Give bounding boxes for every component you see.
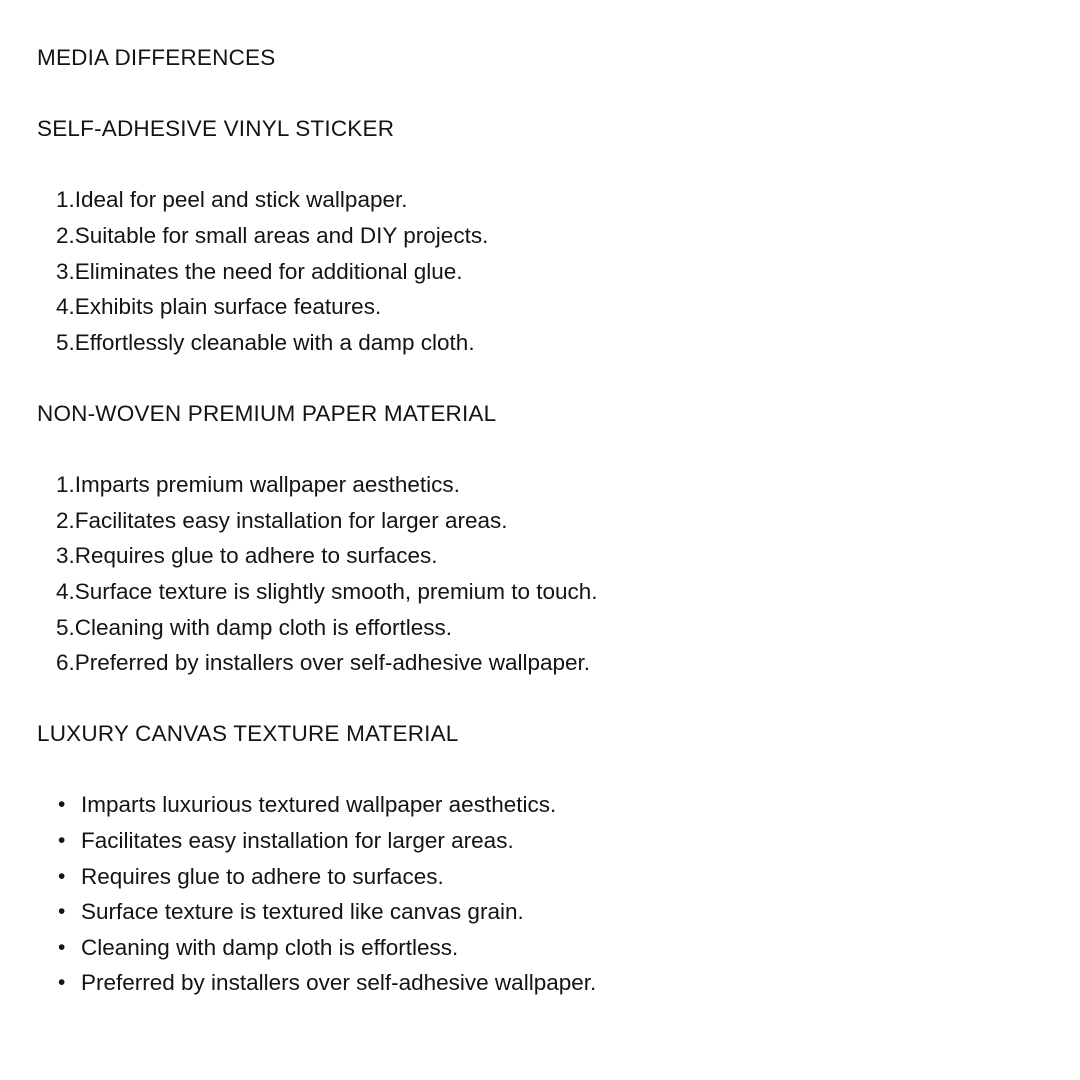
list-item: • Cleaning with damp cloth is effortless. xyxy=(37,930,1040,966)
list-item: Effortlessly cleanable with a damp cloth. xyxy=(74,329,475,355)
list-item: Cleaning with damp cloth is effortless. xyxy=(74,614,453,640)
list-item: Imparts premium wallpaper aesthetics. xyxy=(74,472,460,498)
section-heading-non-woven-premium-paper: NON-WOVEN PREMIUM PAPER MATERIAL xyxy=(37,400,497,426)
list-item: Eliminates the need for additional glue. xyxy=(74,258,463,284)
list-item: Exhibits plain surface features. xyxy=(74,294,382,320)
section-heading-luxury-canvas-texture: LUXURY CANVAS TEXTURE MATERIAL xyxy=(37,721,459,747)
section-heading-self-adhesive-vinyl-sticker: SELF-ADHESIVE VINYL STICKER xyxy=(37,116,395,142)
non-woven-premium-paper-list xyxy=(37,467,1040,681)
list-item: Surface texture is slightly smooth, premium to touch. xyxy=(74,578,598,604)
luxury-canvas-texture-list xyxy=(37,787,1040,1001)
list-item: • Facilitates easy installation for larger areas. xyxy=(37,823,1040,859)
list-item: Preferred by installers over self-adhesive wallpaper. xyxy=(74,650,591,676)
list-item: Facilitates easy installation for larger areas. xyxy=(74,507,508,533)
list-item: Requires glue to adhere to surfaces. xyxy=(74,543,438,569)
list-item: • Requires glue to adhere to surfaces. xyxy=(37,859,1040,895)
self-adhesive-vinyl-sticker-list xyxy=(37,182,1040,360)
list-item: • Preferred by installers over self-adhesive wallpaper. xyxy=(37,965,1040,1001)
list-item: • Surface texture is textured like canvas grain. xyxy=(37,894,1040,930)
list-item: Suitable for small areas and DIY projects. xyxy=(74,222,489,248)
list-item: • Imparts luxurious textured wallpaper aesthetics. xyxy=(37,787,1040,823)
list-item: Ideal for peel and stick wallpaper. xyxy=(74,187,408,213)
document-title: MEDIA DIFFERENCES xyxy=(37,45,276,70)
